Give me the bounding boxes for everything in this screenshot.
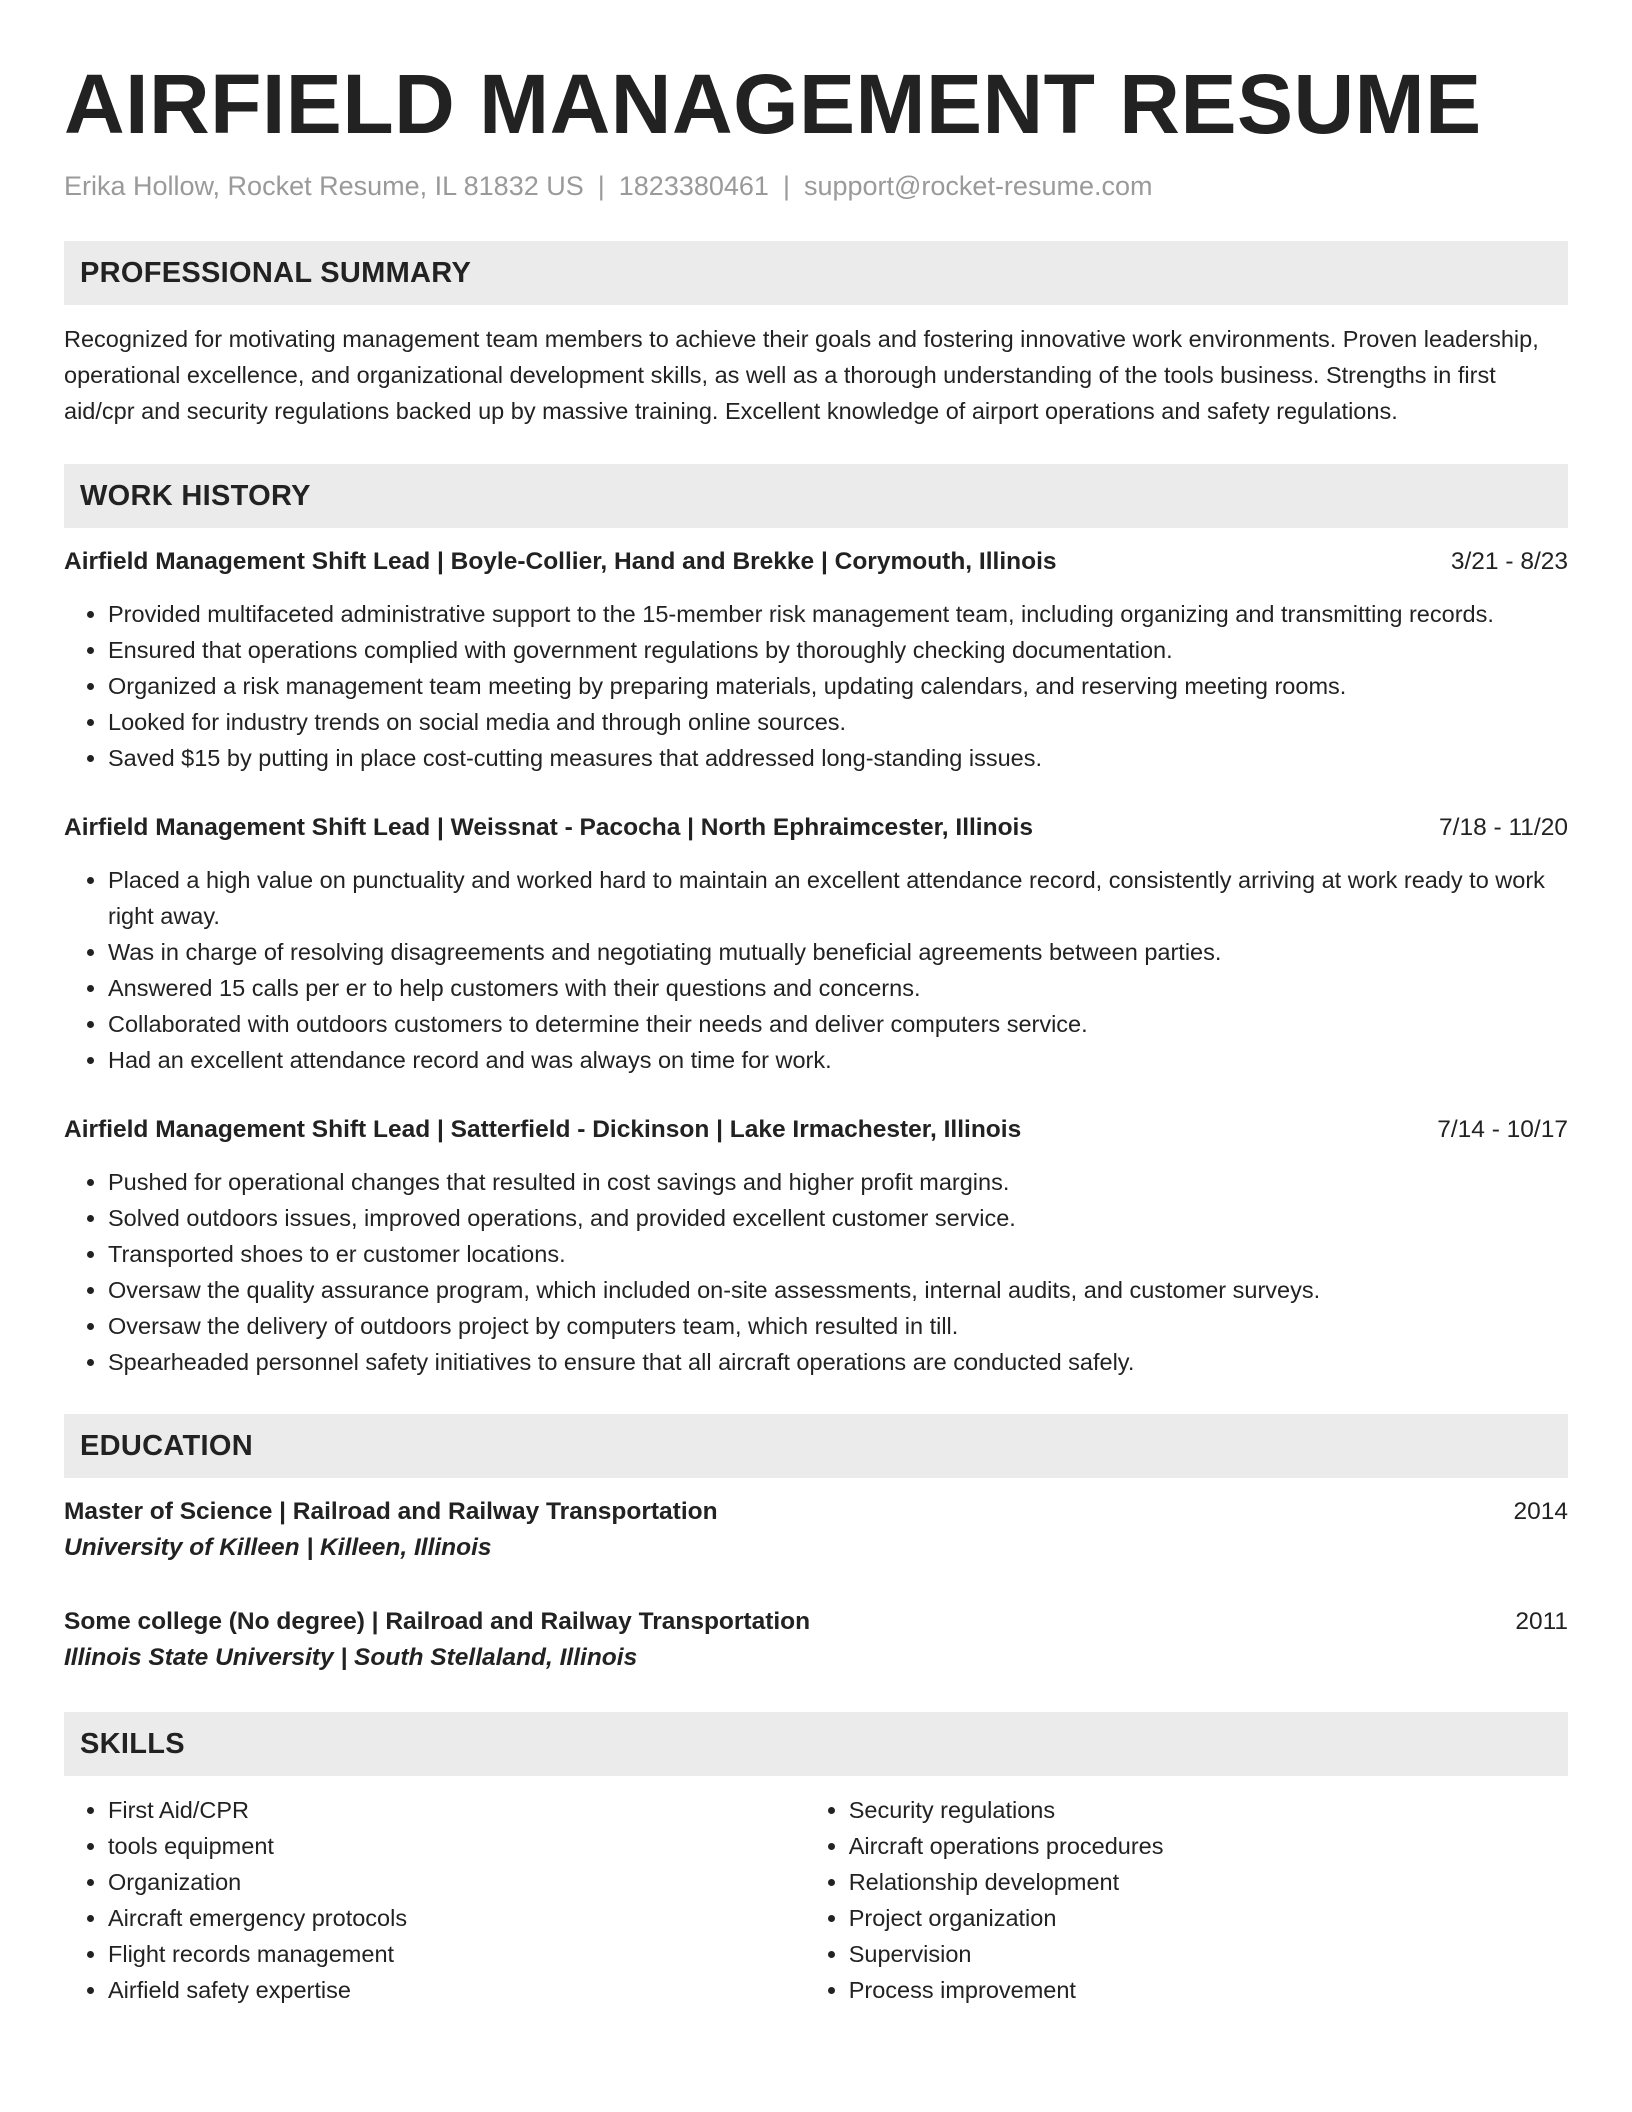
job-bullet: • Collaborated with outdoors customers to determine their needs and deliver computers service. xyxy=(108,1006,1568,1042)
job-header xyxy=(64,1112,1568,1148)
skill-item: • Project organization xyxy=(849,1900,1568,1936)
job-header xyxy=(64,810,1568,846)
job-entry xyxy=(64,810,1568,1078)
job-bullet: • Placed a high value on punctuality and worked hard to maintain an excellent attendance record, consistently arriving at work ready to work right away. xyxy=(108,862,1568,934)
job-bullet: • Provided multifaceted administrative support to the 15-member risk management team, including organizing and transmitting records. xyxy=(108,596,1568,632)
skills-column-left xyxy=(64,1792,805,2008)
job-bullets xyxy=(64,862,1568,1078)
job-bullet: • Transported shoes to er customer locations. xyxy=(108,1236,1568,1272)
work-history-heading: WORK HISTORY xyxy=(64,464,1568,528)
education-entry xyxy=(64,1604,1568,1676)
job-bullet: • Organized a risk management team meeting by preparing materials, updating calendars, and reserving meeting rooms. xyxy=(108,668,1568,704)
education-entry xyxy=(64,1494,1568,1566)
job-title: Airfield Management Shift Lead | Boyle-Collier, Hand and Brekke | Corymouth, Illinois xyxy=(64,548,1057,575)
job-entry xyxy=(64,1112,1568,1380)
summary-text: Recognized for motivating management team members to achieve their goals and fostering innovative work environments. Proven leadership, operational excellence, and organizational development skills, as well as a thorough understanding of the tools business. Strengths in first aid/cpr and security regulations backed up by massive training. Excellent knowledge of airport operations and safety regulations. xyxy=(64,326,1539,424)
contact-phone: 1823380461 xyxy=(618,171,769,201)
job-dates: 3/21 - 8/23 xyxy=(1450,548,1568,575)
skill-item: • Aircraft operations procedures xyxy=(849,1828,1568,1864)
job-header xyxy=(64,544,1568,580)
skill-item: • Security regulations xyxy=(849,1792,1568,1828)
job-bullet: • Looked for industry trends on social media and through online sources. xyxy=(108,704,1568,740)
skills-column-right xyxy=(805,1792,1568,2008)
skill-item: • Relationship development xyxy=(849,1864,1568,1900)
contact-address: Erika Hollow, Rocket Resume, IL 81832 US xyxy=(64,171,584,201)
skill-item: • Organization xyxy=(108,1864,805,1900)
job-title: Airfield Management Shift Lead | Weissnat - Pacocha | North Ephraimcester, Illinois xyxy=(64,814,1033,841)
job-bullet: • Oversaw the quality assurance program, which included on-site assessments, internal audits, and customer surveys. xyxy=(108,1272,1568,1308)
job-bullet: • Pushed for operational changes that resulted in cost savings and higher profit margins. xyxy=(108,1164,1568,1200)
resume-title: AIRFIELD MANAGEMENT RESUME xyxy=(64,57,1482,151)
skill-item: • Airfield safety expertise xyxy=(108,1972,805,2008)
education-degree: Master of Science | Railroad and Railway Transportation xyxy=(64,1498,718,1525)
education-degree: Some college (No degree) | Railroad and Railway Transportation xyxy=(64,1608,811,1635)
education-school: University of Killeen | Killeen, Illinois xyxy=(64,1534,492,1561)
contact-separator: | xyxy=(597,171,605,201)
job-bullet: • Saved $15 by putting in place cost-cutting measures that addressed long-standing issues. xyxy=(108,740,1568,776)
job-title: Airfield Management Shift Lead | Satterfield - Dickinson | Lake Irmachester, Illinois xyxy=(64,1116,1022,1143)
job-bullets xyxy=(64,1164,1568,1380)
job-entry xyxy=(64,544,1568,776)
contact-email[interactable]: support@rocket-resume.com xyxy=(803,171,1153,201)
skills-heading: SKILLS xyxy=(64,1712,1568,1776)
contact-separator: | xyxy=(782,171,790,201)
job-dates: 7/18 - 11/20 xyxy=(1439,814,1568,841)
job-bullet: • Answered 15 calls per er to help customers with their questions and concerns. xyxy=(108,970,1568,1006)
resume-page xyxy=(64,0,1568,2008)
contact-line xyxy=(64,168,1568,204)
summary-heading: PROFESSIONAL SUMMARY xyxy=(64,241,1568,305)
job-bullet: • Ensured that operations complied with government regulations by thoroughly checking documentation. xyxy=(108,632,1568,668)
education-year: 2011 xyxy=(1515,1608,1568,1635)
job-bullet: • Was in charge of resolving disagreements and negotiating mutually beneficial agreements between parties. xyxy=(108,934,1568,970)
education-header xyxy=(64,1494,1568,1530)
job-dates: 7/14 - 10/17 xyxy=(1437,1116,1568,1143)
job-bullet: • Oversaw the delivery of outdoors project by computers team, which resulted in till. xyxy=(108,1308,1568,1344)
skill-item: • Flight records management xyxy=(108,1936,805,1972)
skill-item: • Aircraft emergency protocols xyxy=(108,1900,805,1936)
job-bullet: • Solved outdoors issues, improved operations, and provided excellent customer service. xyxy=(108,1200,1568,1236)
education-header xyxy=(64,1604,1568,1640)
job-bullet: • Spearheaded personnel safety initiatives to ensure that all aircraft operations are conducted safely. xyxy=(108,1344,1568,1380)
education-year: 2014 xyxy=(1513,1498,1568,1525)
skill-item: • tools equipment xyxy=(108,1828,805,1864)
education-heading: EDUCATION xyxy=(64,1414,1568,1478)
skill-item: • First Aid/CPR xyxy=(108,1792,805,1828)
skill-item: • Process improvement xyxy=(849,1972,1568,2008)
skill-item: • Supervision xyxy=(849,1936,1568,1972)
skills-list xyxy=(64,1792,1568,2008)
job-bullets xyxy=(64,596,1568,776)
job-bullet: • Had an excellent attendance record and was always on time for work. xyxy=(108,1042,1568,1078)
education-school: Illinois State University | South Stellaland, Illinois xyxy=(64,1644,638,1671)
